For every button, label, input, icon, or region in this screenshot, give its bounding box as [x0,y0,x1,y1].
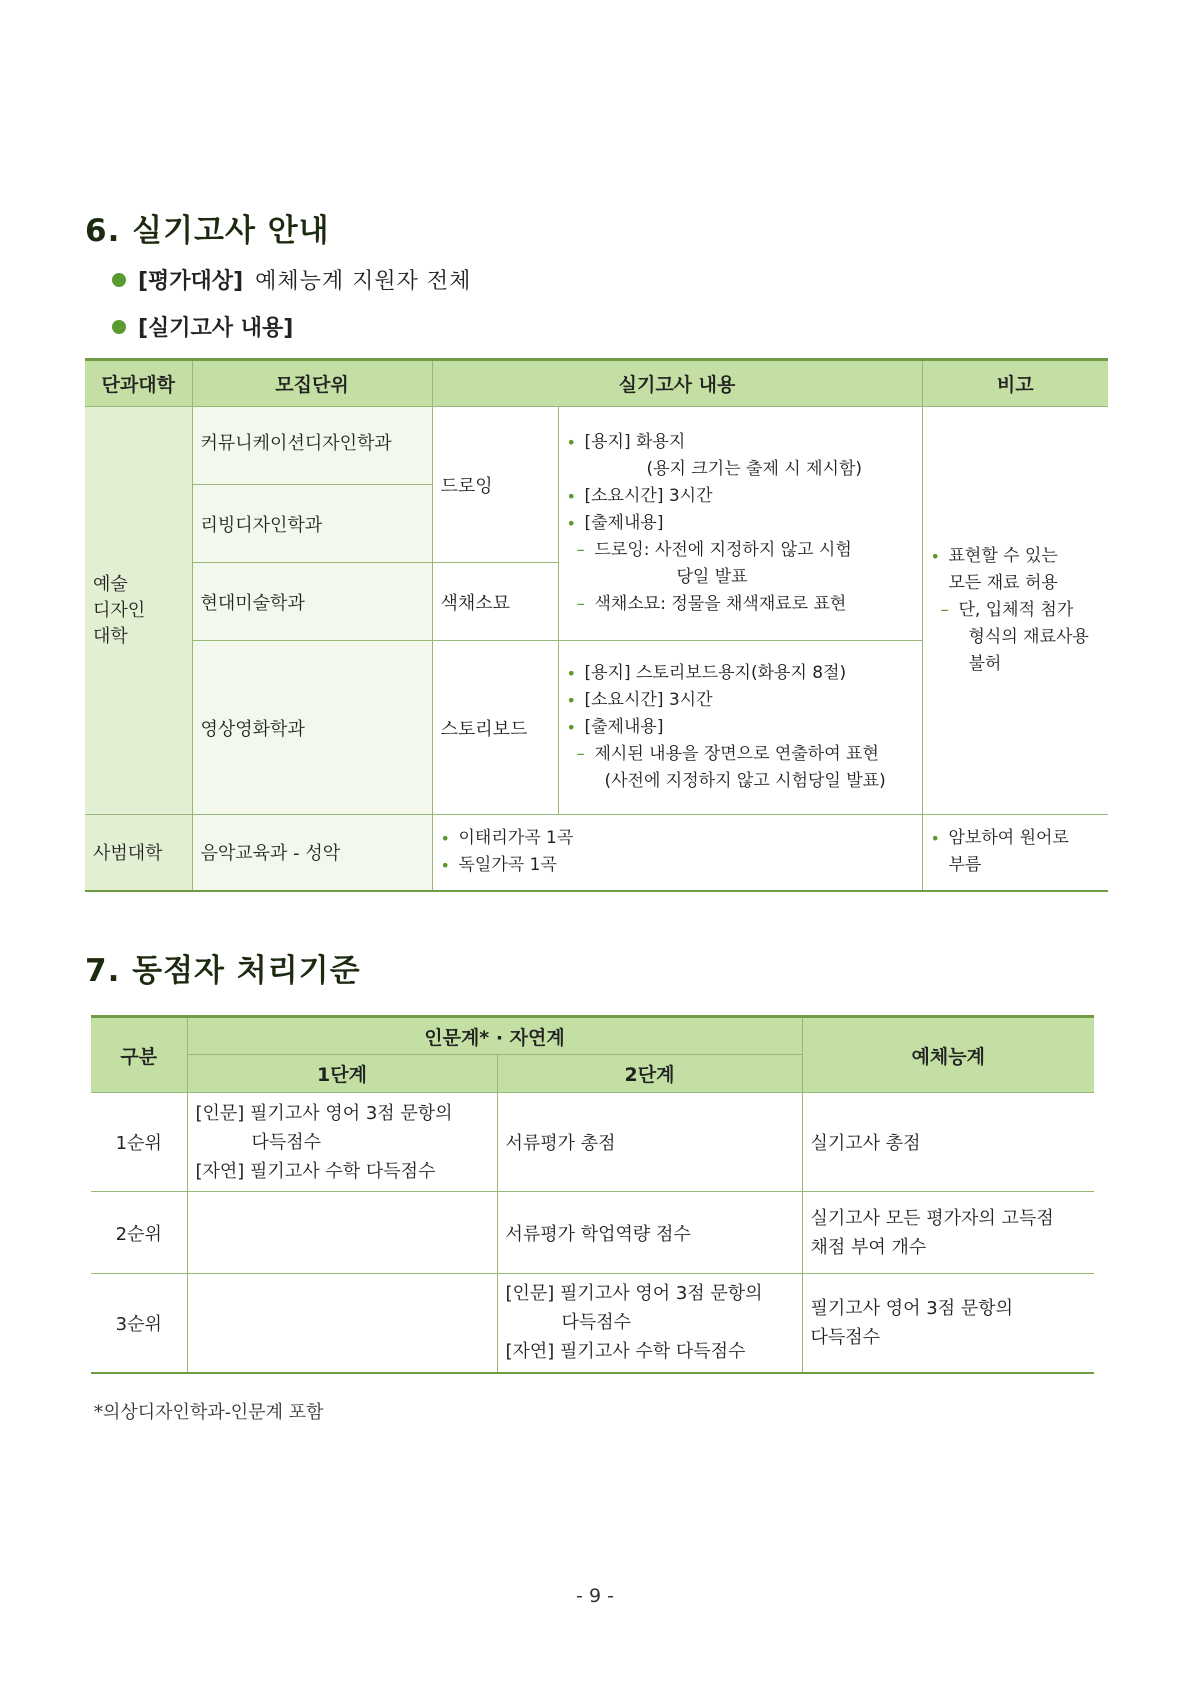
header-department: 모집단위 [192,360,432,407]
rank-3-arts-l2: 다득점수 [810,1326,881,1348]
rank-2-arts [802,1192,1094,1274]
practical-content-label: [실기고사 내용] [138,316,294,341]
story-content-label: [출제내용] [584,717,664,737]
music-content: • 이태리가곡 1곡 • 독일가곡 1곡 [432,815,922,891]
note-music-l1: 암보하여 원어로 [948,828,1069,849]
rank-1-stage-1-l1: [인문] 필기고사 영어 3점 문항의 [195,1102,453,1124]
practical-exam-table [85,358,1108,892]
evaluation-target-text: 예체능계 지원자 전체 [255,269,472,294]
page-number: - 9 - [576,1585,614,1607]
note-art-dash1-l2: 형식의 재료사용 [968,627,1089,647]
rank-3-stage-2-l3: [자연] 필기고사 수학 다득점수 [505,1341,746,1363]
dept-film: 영상영화학과 [192,641,432,815]
rank-3-stage-2-l1: [인문] 필기고사 영어 3점 문항의 [505,1283,763,1305]
note-art-line1: 표현할 수 있는 [948,546,1058,566]
drawing-dash-2: 색채소묘: 정물을 채색재료로 표현 [594,594,847,614]
story-time: [소요시간] 3시간 [584,690,713,710]
story-dash-1-cont: (사전에 지정하지 않고 시험당일 발표) [604,771,886,791]
dept-communication-design: 커뮤니케이션디자인학과 [192,407,432,485]
drawing-paper: [용지] 화용지 [584,432,686,452]
header-note: 비고 [922,360,1108,407]
drawing-time: [소요시간] 3시간 [584,486,713,506]
storyboard-content: • [용지] 스토리보드용지(화용지 8절) • [소요시간] 3시간 • [출제내용] – 제시된 내용을 장면으로 연출하여 표현 (사전에 지정하지 않고 시험당일 발표) [558,641,922,815]
rank-1: 1순위 [91,1093,187,1192]
evaluation-target-line [112,264,471,295]
drawing-dash-1-cont: 당일 발표 [676,567,748,587]
rank-1-stage-1-l3: [자연] 필기고사 수학 다득점수 [195,1160,436,1182]
rank-3-arts-l1: 필기고사 영어 3점 문항의 [810,1297,1013,1319]
rank-2-arts-l2: 채점 부여 개수 [810,1236,927,1258]
rank-2-stage-2: 서류평가 학업역량 점수 [497,1192,802,1274]
rank-3-arts [802,1274,1094,1373]
note-music: • 암보하여 원어로 부름 [922,815,1108,891]
note-art-dash1-l3: 불허 [968,654,1002,674]
header-exam-content: 실기고사 내용 [432,360,922,407]
rank-1-arts: 실기고사 총점 [802,1093,1094,1192]
drawing-dash-1: 드로잉: 사전에 지정하지 않고 시험 [594,540,852,560]
bullet-dot-icon [112,273,126,287]
header-stage-1: 1단계 [187,1055,497,1093]
dept-music-education: 음악교육과 - 성악 [192,815,432,891]
rank-2: 2순위 [91,1192,187,1274]
note-art-dash1: 단, 입체적 첨가 [958,600,1074,620]
rank-2-arts-l1: 실기고사 모든 평가자의 고득점 [810,1207,1054,1229]
type-color-drawing: 색채소묘 [432,563,558,641]
dept-living-design: 리빙디자인학과 [192,485,432,563]
practical-content-line [112,311,293,342]
drawing-content-label: [출제내용] [584,513,664,533]
dept-modern-art: 현대미술학과 [192,563,432,641]
rank-3-stage-1 [187,1274,497,1373]
section-6-title: 6. 실기고사 안내 [85,213,330,249]
header-category: 구분 [91,1017,187,1093]
rank-2-stage-1 [187,1192,497,1274]
type-storyboard: 스토리보드 [432,641,558,815]
rank-3-stage-2-l2: 다득점수 [561,1312,632,1334]
note-music-l2: 부름 [948,855,982,876]
footnote: *의상디자인학과-인문계 포함 [94,1402,324,1423]
rank-3: 3순위 [91,1274,187,1373]
header-humanities-science: 인문계* · 자연계 [187,1017,802,1055]
type-drawing: 드로잉 [432,407,558,563]
header-college: 단과대학 [85,360,192,407]
college-art-design: 예술 디자인 대학 [85,407,192,815]
rank-1-stage-2: 서류평가 총점 [497,1093,802,1192]
rank-1-stage-1-l2: 다득점수 [251,1131,322,1153]
story-paper: [용지] 스토리보드용지(화용지 8절) [584,663,847,683]
story-dash-1: 제시된 내용을 장면으로 연출하여 표현 [594,744,879,764]
drawing-paper-note: (용지 크기는 출제 시 제시함) [646,459,863,479]
drawing-content: • [용지] 화용지 (용지 크기는 출제 시 제시함) • [소요시간] 3시간 • [출제내용] – 드로잉: 사전에 지정하지 않고 시험 당일 발표 – 색채소묘: 정물을 채색재료로 표현 [558,407,922,641]
music-item-1: 이태리가곡 1곡 [458,828,574,849]
college-education: 사범대학 [85,815,192,891]
note-art: • 표현할 수 있는 모든 재료 허용 – 단, 입체적 첨가 형식의 재료사용 불허 [922,407,1108,815]
bullet-dot-icon [112,320,126,334]
note-art-line2: 모든 재료 허용 [948,573,1058,593]
tie-break-table [91,1015,1094,1374]
section-7-title: 7. 동점자 처리기준 [85,953,361,989]
rank-1-stage-1 [187,1093,497,1192]
evaluation-target-label: [평가대상] [138,269,244,294]
header-stage-2: 2단계 [497,1055,802,1093]
rank-3-stage-2 [497,1274,802,1373]
header-arts: 예체능계 [802,1017,1094,1093]
music-item-2: 독일가곡 1곡 [458,855,557,876]
